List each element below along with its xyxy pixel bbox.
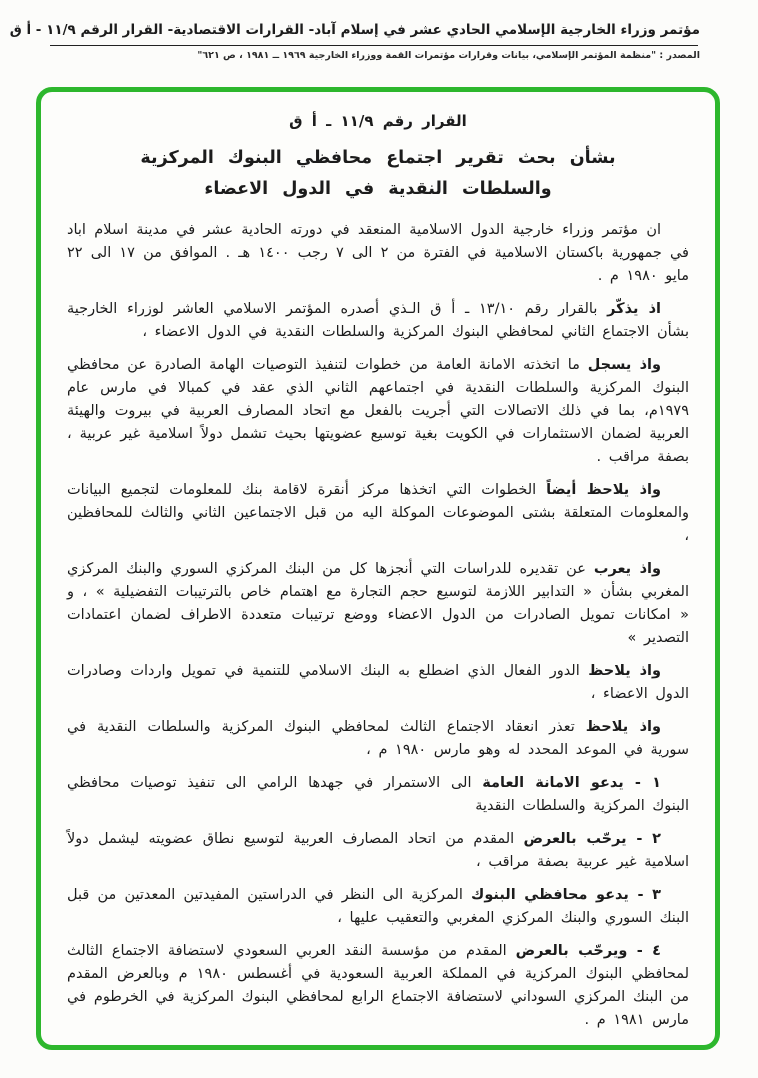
operative-item-2	[67, 828, 689, 874]
paragraph-lead: ٢ - يرحّب بالعرض	[523, 831, 661, 847]
paragraph-recalling	[67, 298, 689, 344]
subtitle-line-2: والسلطات النقدية في الدول الاعضاء	[204, 179, 552, 199]
operative-item-4	[67, 940, 689, 1032]
resolution-title: القرار رقم ١١/٩ ـ أ ق	[289, 112, 467, 130]
paragraph-lead: واذ يلاحظ أيضاً	[546, 482, 662, 498]
paragraph-lead: واذ يلاحظ	[585, 719, 662, 735]
header-citation: مؤتمر وزراء الخارجية الإسلامي الحادي عشر في إسلام آباد- القرارات الاقتصادية- القرار الرقم ١١/٩ - أ ق	[9, 22, 700, 38]
paragraph-appreciation-studies	[67, 558, 689, 650]
paragraph-text: المركزية الى النظر في الدراستين المفيدتين المعدتين من قبل البنك السوري والبنك المركزي المغربي والتعقيب عليها ،	[67, 887, 689, 926]
paragraph-text: تعذر انعقاد الاجتماع الثالث لمحافظي البنوك المركزية والسلطات النقدية في سورية في الموعد المحدد له وهو مارس ١٩٨٠ م ،	[67, 719, 689, 758]
paragraph-noting-idb	[67, 660, 689, 706]
paragraph-text: بالقرار رقم ١٣/١٠ ـ أ ق الـذي أصدره المؤتمر الاسلامي العاشر لوزراء الخارجية بشأن الاجتماع الثاني لمحافظي البنوك المركزية والسلطات النقدية في الدول الاعضاء ،	[67, 301, 689, 340]
paragraph-text: المقدم من مؤسسة النقد العربي السعودي لاستضافة الاجتماع الثالث لمحافظي البنوك المركزية في المملكة العربية السعودية في أغسطس ١٩٨٠ م وبالعرض المقدم من البنك المركزي السوداني لاستضافة الاجتماع الرابع لمحافظي البنوك المركزية في الخرطوم في مارس ١٩٨١ م .	[67, 943, 689, 1028]
paragraph-lead: واذ يعرب	[593, 561, 661, 577]
paragraph-lead: ٣ - يدعو محافظي البنوك	[471, 887, 661, 903]
operative-item-1	[67, 772, 689, 818]
operative-item-3	[67, 884, 689, 930]
paragraph-lead: ١ - يدعو الامانة العامة	[482, 775, 661, 791]
paragraph-lead: واذ يلاحظ	[588, 663, 661, 679]
paragraph-noting-postponement	[67, 716, 689, 762]
paragraph-text: المقدم من اتحاد المصارف العربية لتوسيع نطاق عضويته ليشمل دولاً اسلامية غير عربية بصفة مراقب ،	[67, 831, 689, 870]
document-frame	[36, 87, 720, 1050]
paragraph-lead: واذ يسجل	[587, 357, 661, 373]
paragraph-text: ما اتخذته الامانة العامة من خطوات لتنفيذ التوصيات الهامة الصادرة عن محافظي البنوك المركزية والسلطات النقدية في اجتماعهم الثاني الذي عقد في كمبالا في مارس عام ١٩٧٩م، بما في ذلك الاتصالات التي أجريت بالفعل مع اتحاد المصارف العربية في بيروت والهيئة العربية لضمان الاستثمارات في الكويت بغية توسيع عضويتها بحيث تشمل دولاً اسلامية غير عربية ، بصفة مراقب .	[67, 357, 689, 465]
paragraph-text: الدور الفعال الذي اضطلع به البنك الاسلامي للتنمية في تمويل واردات وصادرات الدول الاعضاء ،	[67, 663, 689, 702]
paragraph-text: الخطوات التي اتخذها مركز أنقرة لاقامة بنك للمعلومات لتجميع البيانات والمعلومات المتعلقة بشتى الموضوعات الموكلة اليه من قبل الاجتماعين الثاني والثالث للمحافظين ،	[67, 482, 689, 544]
paragraph-lead: ٤ - ويرحّب بالعرض	[515, 943, 662, 959]
subtitle-line-1: بشأن بحث تقرير اجتماع محافظي البنوك المركزية	[140, 148, 616, 168]
paragraph-text: عن تقديره للدراسات التي أنجزها كل من البنك المركزي السوري والبنك المركزي المغربي بشأن « التدابير اللازمة لتوسيع حجم التجارة مع اهتمام خاص بالترتيبات التفضيلية » ، و « امكانات تمويل الصادرات من الدول الاعضاء ووضع ترتيبات متعددة الاطراف لضمان اعتمادات التصدير »	[67, 561, 689, 646]
header-divider	[50, 45, 698, 46]
paragraph-text: الى الاستمرار في جهدها الرامي الى تنفيذ توصيات محافظي البنوك المركزية والسلطات النقدية	[67, 775, 689, 814]
resolution-subtitle	[67, 143, 689, 205]
document-header	[0, 0, 758, 61]
resolution-body	[67, 219, 689, 1032]
paragraph-noting-ankara	[67, 479, 689, 548]
paragraph-noting-steps	[67, 354, 689, 469]
paragraph-preamble	[67, 219, 689, 288]
paragraph-lead: اذ يذكّر	[607, 301, 662, 317]
paragraph-text: ان مؤتمر وزراء خارجية الدول الاسلامية المنعقد في دورته الحادية عشر في مدينة اسلام اباد في جمهورية باكستان الاسلامية في الفترة من ٢ الى ٧ رجب ١٤٠٠ هـ . الموافق من ١٧ الى ٢٢ مايو ١٩٨٠ م .	[67, 222, 689, 284]
header-source: المصدر : "منظمة المؤتمر الإسلامي، بيانات وقرارات مؤتمرات القمة ووزراء الخارجية ١٩٦٩ ــ ١٩٨١ ، ص ٦٢١"	[197, 50, 700, 61]
